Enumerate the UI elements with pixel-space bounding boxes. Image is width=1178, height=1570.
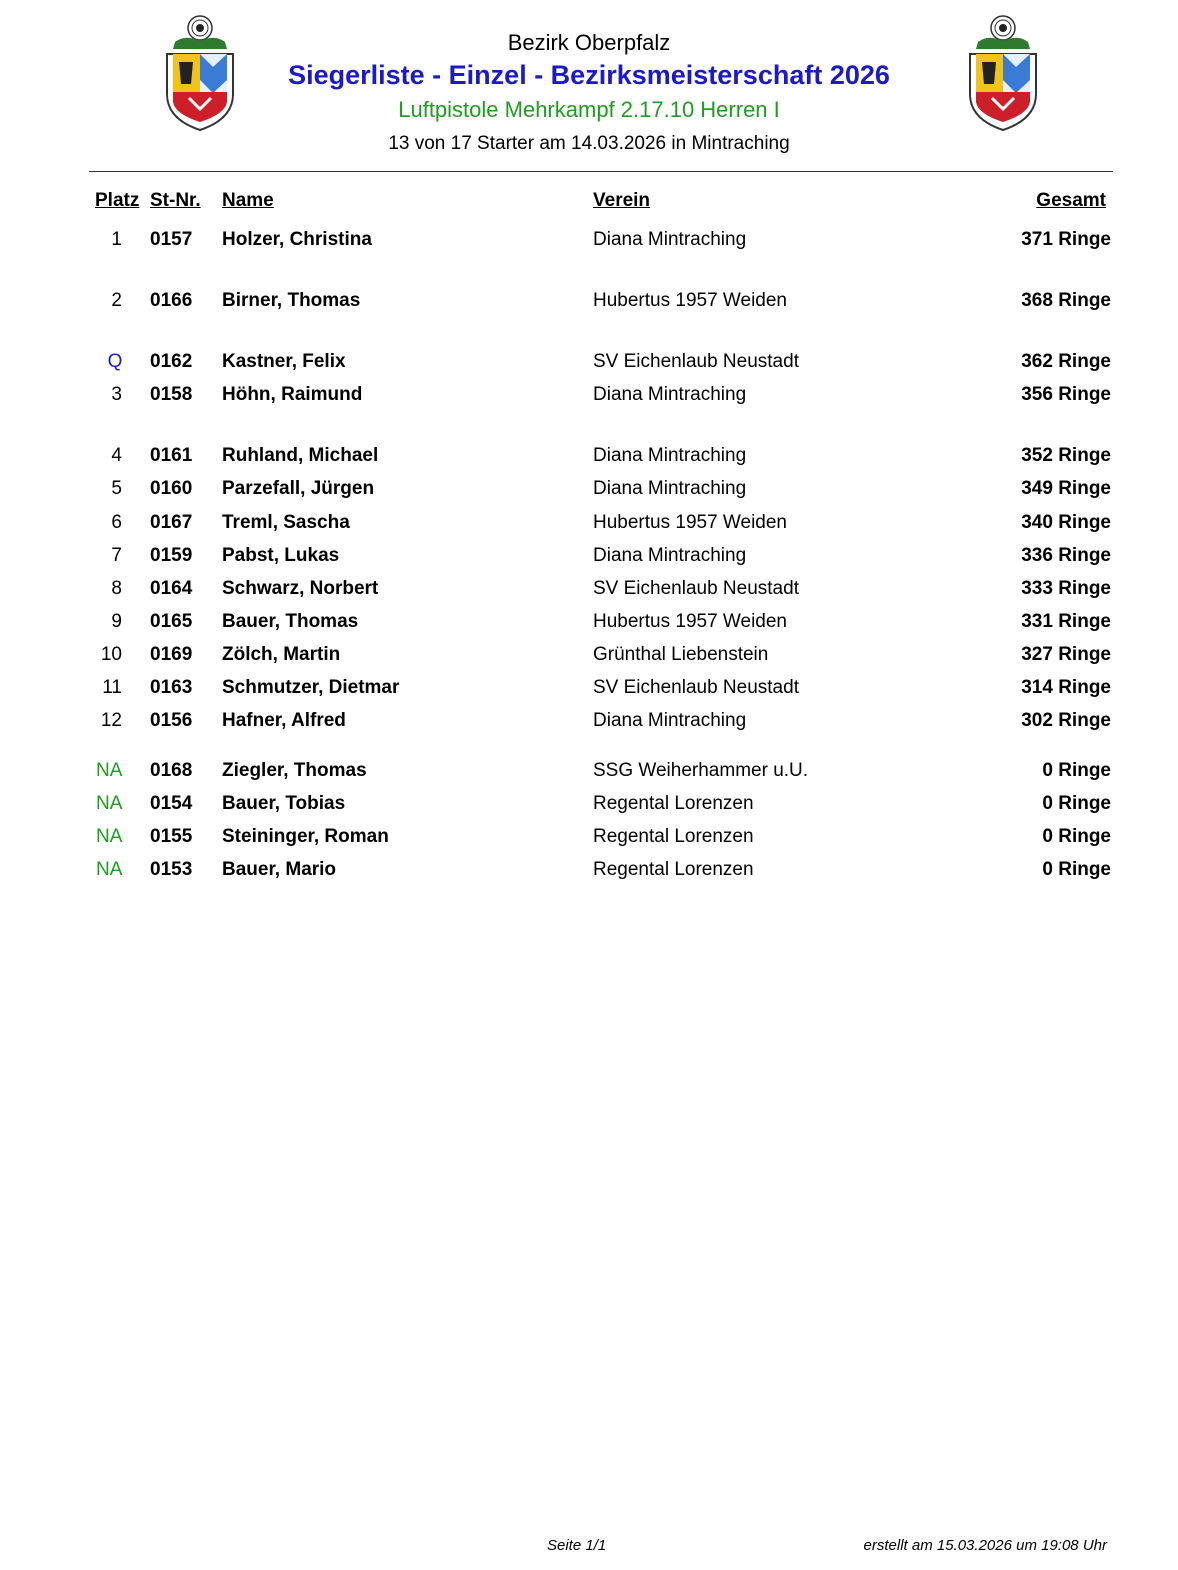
column-header-stnr: St-Nr.: [150, 190, 201, 211]
cell-gesamt: 356 Ringe: [1021, 384, 1111, 405]
cell-platz: 12: [100, 710, 122, 731]
cell-stnr: 0156: [150, 710, 193, 731]
cell-stnr: 0162: [150, 351, 193, 372]
cell-verein: Diana Mintraching: [593, 710, 747, 731]
cell-verein: Hubertus 1957 Weiden: [593, 512, 787, 533]
cell-stnr: 0153: [150, 859, 193, 880]
cell-gesamt: 0 Ringe: [1042, 826, 1111, 847]
cell-platz-not-present: NA: [96, 859, 123, 880]
cell-verein: Regental Lorenzen: [593, 826, 754, 847]
cell-stnr: 0164: [150, 578, 193, 599]
column-header-name: Name: [222, 190, 274, 211]
cell-verein: Diana Mintraching: [593, 445, 747, 466]
column-header-gesamt: Gesamt: [1036, 190, 1106, 211]
table-row: [0, 644, 1178, 670]
cell-name: Schmutzer, Dietmar: [222, 677, 400, 698]
cell-gesamt: 314 Ringe: [1021, 677, 1111, 698]
cell-platz-not-present: NA: [96, 826, 123, 847]
table-row: [0, 512, 1178, 538]
cell-gesamt: 352 Ringe: [1021, 445, 1111, 466]
table-row: [0, 478, 1178, 504]
district-name: Bezirk Oberpfalz: [507, 30, 671, 55]
cell-verein: Regental Lorenzen: [593, 793, 754, 814]
cell-name: Bauer, Thomas: [222, 611, 359, 632]
cell-stnr: 0163: [150, 677, 193, 698]
cell-verein: Diana Mintraching: [593, 384, 747, 405]
cell-name: Holzer, Christina: [222, 229, 372, 250]
cell-gesamt: 0 Ringe: [1042, 760, 1111, 781]
cell-platz: 1: [111, 229, 122, 250]
cell-name: Ziegler, Thomas: [222, 760, 367, 781]
cell-gesamt: 0 Ringe: [1042, 793, 1111, 814]
table-row: [0, 710, 1178, 736]
cell-name: Zölch, Martin: [222, 644, 341, 665]
cell-gesamt: 333 Ringe: [1021, 578, 1111, 599]
cell-stnr: 0166: [150, 290, 193, 311]
cell-name: Bauer, Tobias: [222, 793, 346, 814]
table-row: [0, 545, 1178, 571]
cell-gesamt: 331 Ringe: [1021, 611, 1111, 632]
cell-stnr: 0168: [150, 760, 193, 781]
created-timestamp: erstellt am 15.03.2026 um 19:08 Uhr: [863, 1537, 1107, 1554]
cell-verein: SV Eichenlaub Neustadt: [593, 677, 799, 698]
cell-name: Schwarz, Norbert: [222, 578, 379, 599]
cell-stnr: 0159: [150, 545, 193, 566]
cell-stnr: 0169: [150, 644, 193, 665]
table-row: [0, 677, 1178, 703]
cell-platz: 6: [111, 512, 122, 533]
column-header-verein: Verein: [593, 190, 651, 211]
header-divider: [89, 171, 1113, 172]
cell-stnr: 0165: [150, 611, 193, 632]
cell-platz: 8: [111, 578, 122, 599]
cell-name: Pabst, Lukas: [222, 545, 340, 566]
cell-gesamt: 368 Ringe: [1021, 290, 1111, 311]
cell-verein: Diana Mintraching: [593, 478, 747, 499]
event-info: 13 von 17 Starter am 14.03.2026 in Mintraching: [388, 133, 790, 154]
cell-gesamt: 371 Ringe: [1021, 229, 1111, 250]
table-row: [0, 760, 1178, 786]
cell-stnr: 0155: [150, 826, 193, 847]
table-row: [0, 826, 1178, 852]
cell-verein: Regental Lorenzen: [593, 859, 754, 880]
cell-verein: Hubertus 1957 Weiden: [593, 290, 787, 311]
column-header-platz: Platz: [95, 190, 140, 211]
cell-verein: SV Eichenlaub Neustadt: [593, 578, 799, 599]
cell-platz-not-present: NA: [96, 760, 123, 781]
cell-name: Birner, Thomas: [222, 290, 361, 311]
cell-name: Treml, Sascha: [222, 512, 350, 533]
cell-platz-not-present: NA: [96, 793, 123, 814]
table-row: [0, 229, 1178, 255]
table-row: [0, 290, 1178, 316]
cell-platz: 4: [111, 445, 122, 466]
page-title: Siegerliste - Einzel - Bezirksmeisterschaft 2026: [288, 60, 890, 90]
cell-verein: SSG Weiherhammer u.U.: [593, 760, 809, 781]
cell-name: Parzefall, Jürgen: [222, 478, 375, 499]
cell-name: Kastner, Felix: [222, 351, 346, 372]
cell-platz-qualifier: Q: [107, 351, 123, 372]
cell-gesamt: 336 Ringe: [1021, 545, 1111, 566]
competition-subtitle: Luftpistole Mehrkampf 2.17.10 Herren I: [398, 97, 780, 122]
cell-verein: Hubertus 1957 Weiden: [593, 611, 787, 632]
cell-verein: SV Eichenlaub Neustadt: [593, 351, 799, 372]
table-row: [0, 793, 1178, 819]
cell-stnr: 0158: [150, 384, 193, 405]
cell-stnr: 0167: [150, 512, 193, 533]
table-row: [0, 351, 1178, 377]
cell-name: Höhn, Raimund: [222, 384, 363, 405]
cell-stnr: 0157: [150, 229, 193, 250]
cell-name: Hafner, Alfred: [222, 710, 346, 731]
cell-platz: 7: [111, 545, 122, 566]
cell-stnr: 0154: [150, 793, 193, 814]
cell-name: Ruhland, Michael: [222, 445, 379, 466]
table-row: [0, 445, 1178, 471]
table-row: [0, 859, 1178, 885]
cell-platz: 5: [111, 478, 122, 499]
cell-platz: 3: [111, 384, 122, 405]
table-row: [0, 578, 1178, 604]
cell-gesamt: 340 Ringe: [1021, 512, 1111, 533]
cell-stnr: 0161: [150, 445, 193, 466]
cell-platz: 2: [111, 290, 122, 311]
page-number: Seite 1/1: [547, 1537, 607, 1554]
cell-platz: 9: [111, 611, 122, 632]
cell-gesamt: 0 Ringe: [1042, 859, 1111, 880]
cell-verein: Grünthal Liebenstein: [593, 644, 769, 665]
cell-platz: 11: [102, 677, 122, 698]
cell-gesamt: 362 Ringe: [1021, 351, 1111, 372]
cell-platz: 10: [100, 644, 122, 665]
table-row: [0, 384, 1178, 410]
cell-verein: Diana Mintraching: [593, 545, 747, 566]
cell-verein: Diana Mintraching: [593, 229, 747, 250]
table-row: [0, 611, 1178, 637]
cell-gesamt: 327 Ringe: [1021, 644, 1111, 665]
cell-name: Bauer, Mario: [222, 859, 337, 880]
cell-gesamt: 349 Ringe: [1021, 478, 1111, 499]
cell-gesamt: 302 Ringe: [1021, 710, 1111, 731]
cell-name: Steininger, Roman: [222, 826, 389, 847]
cell-stnr: 0160: [150, 478, 193, 499]
